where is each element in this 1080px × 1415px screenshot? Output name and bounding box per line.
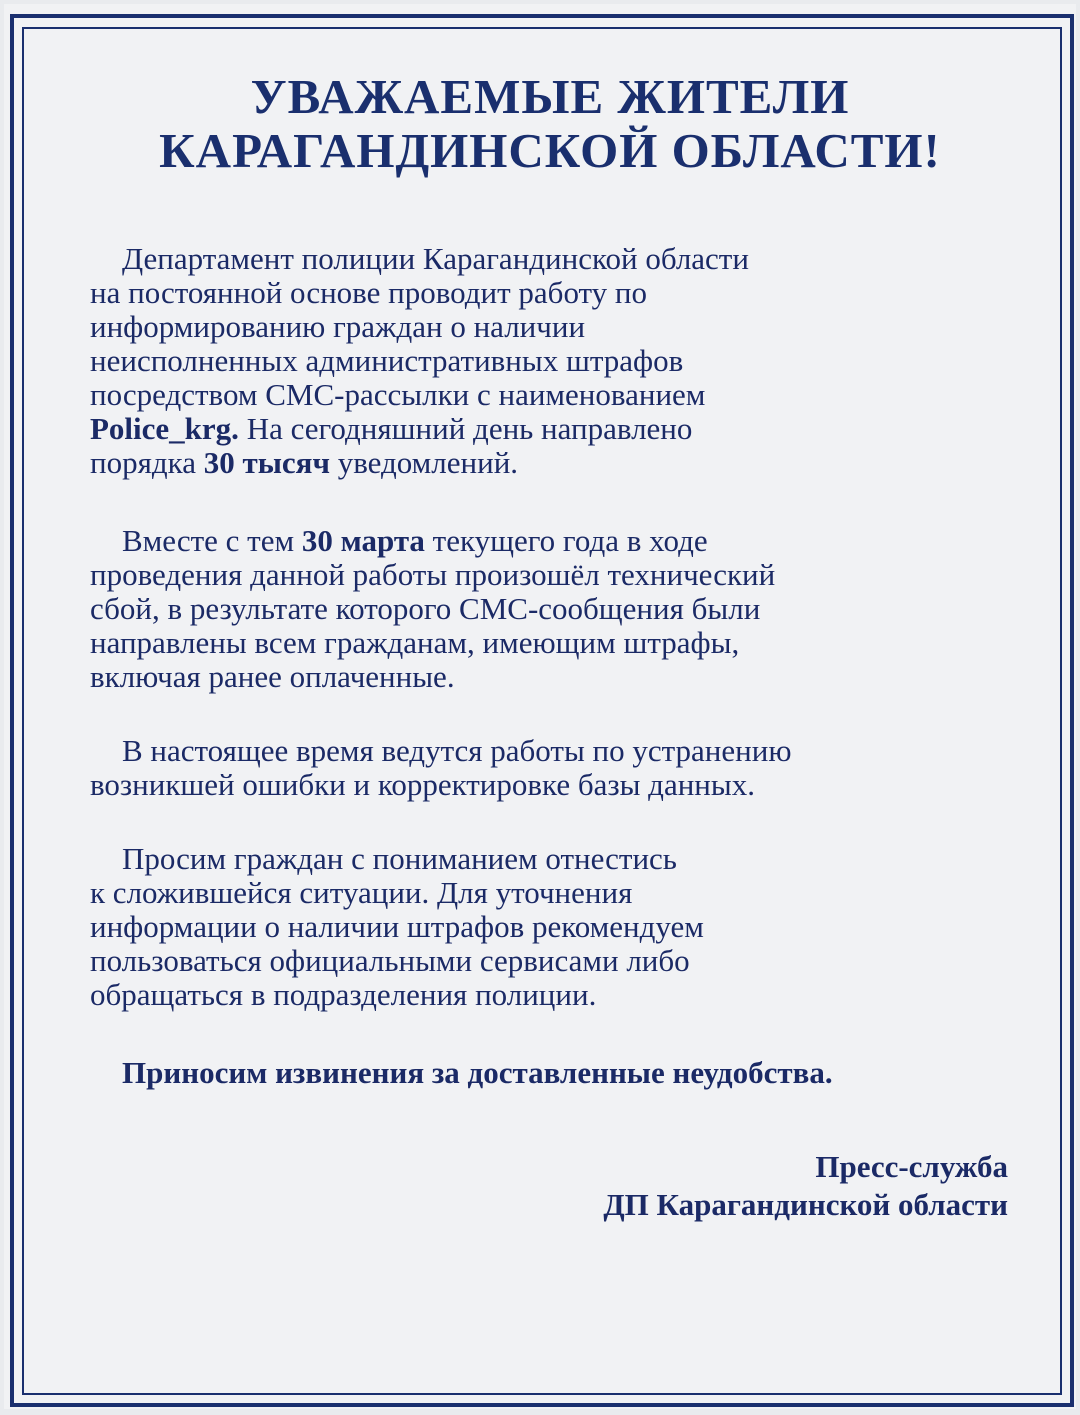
paragraph1-line-6-rest: На сегодняшний день направлено	[238, 411, 693, 446]
paragraph1-line-3: информированию граждан о наличии	[90, 309, 586, 344]
paragraph1-line-7-pre: порядка	[90, 445, 204, 480]
signature-line-2: ДП Карагандинской области	[603, 1187, 1008, 1222]
paragraph1-line-4: неисполненных административных штрафов	[90, 343, 684, 378]
paragraph3-line-2: возникшей ошибки и корректировке базы данных.	[90, 767, 755, 802]
paragraph4-line-3: информации о наличии штрафов рекомендуем	[90, 909, 704, 944]
paragraph1-line-6	[90, 412, 1010, 446]
paragraph1-line-2: на постоянной основе проводит работу по	[90, 275, 648, 310]
notice-content	[90, 70, 1010, 1224]
paragraph2-line-1-pre: Вместе с тем	[122, 523, 302, 558]
signature-line-1: Пресс-служба	[815, 1149, 1008, 1184]
paragraph3-line-1: В настоящее время ведутся работы по устранению	[122, 733, 792, 768]
paragraph2-line-3: сбой, в результате которого СМС-сообщения были	[90, 591, 761, 626]
paragraph1-line-7-post: уведомлений.	[329, 445, 519, 480]
sender-name: Police_krg.	[90, 411, 239, 446]
paragraph-technical-failure	[90, 524, 1010, 694]
paragraph2-line-5: включая ранее оплаченные.	[90, 659, 455, 694]
paragraph1-line-1: Департамент полиции Карагандинской области	[122, 241, 749, 276]
paragraph4-line-5: обращаться в подразделения полиции.	[90, 977, 597, 1012]
paragraph2-line-1	[90, 524, 1010, 558]
signature-block	[90, 1148, 1010, 1224]
paragraph4-line-1: Просим граждан с пониманием отнестись	[122, 841, 677, 876]
paragraph4-line-4: пользоваться официальными сервисами либо	[90, 943, 690, 978]
paragraph1-line-7	[90, 446, 1010, 480]
notice-title	[90, 70, 1010, 178]
paragraph-fix-in-progress	[90, 734, 1010, 802]
paragraph-request	[90, 842, 1010, 1012]
apology-statement: Приносим извинения за доставленные неудобства.	[122, 1055, 833, 1090]
paragraph2-line-4: направлены всем гражданам, имеющим штрафы,	[90, 625, 740, 660]
title-line-1: УВАЖАЕМЫЕ ЖИТЕЛИ	[250, 69, 850, 124]
paragraph2-line-2: проведения данной работы произошёл технический	[90, 557, 776, 592]
paragraph2-line-1-post: текущего года в ходе	[424, 523, 708, 558]
paragraph1-line-5: посредством СМС-рассылки с наименованием	[90, 377, 706, 412]
title-line-2: КАРАГАНДИНСКОЙ ОБЛАСТИ!	[159, 123, 941, 178]
notification-count: 30 тысяч	[203, 445, 330, 480]
failure-date: 30 марта	[301, 523, 425, 558]
paragraph-sms-notification	[90, 242, 1010, 480]
paragraph4-line-2: к сложившейся ситуации. Для уточнения	[90, 875, 633, 910]
